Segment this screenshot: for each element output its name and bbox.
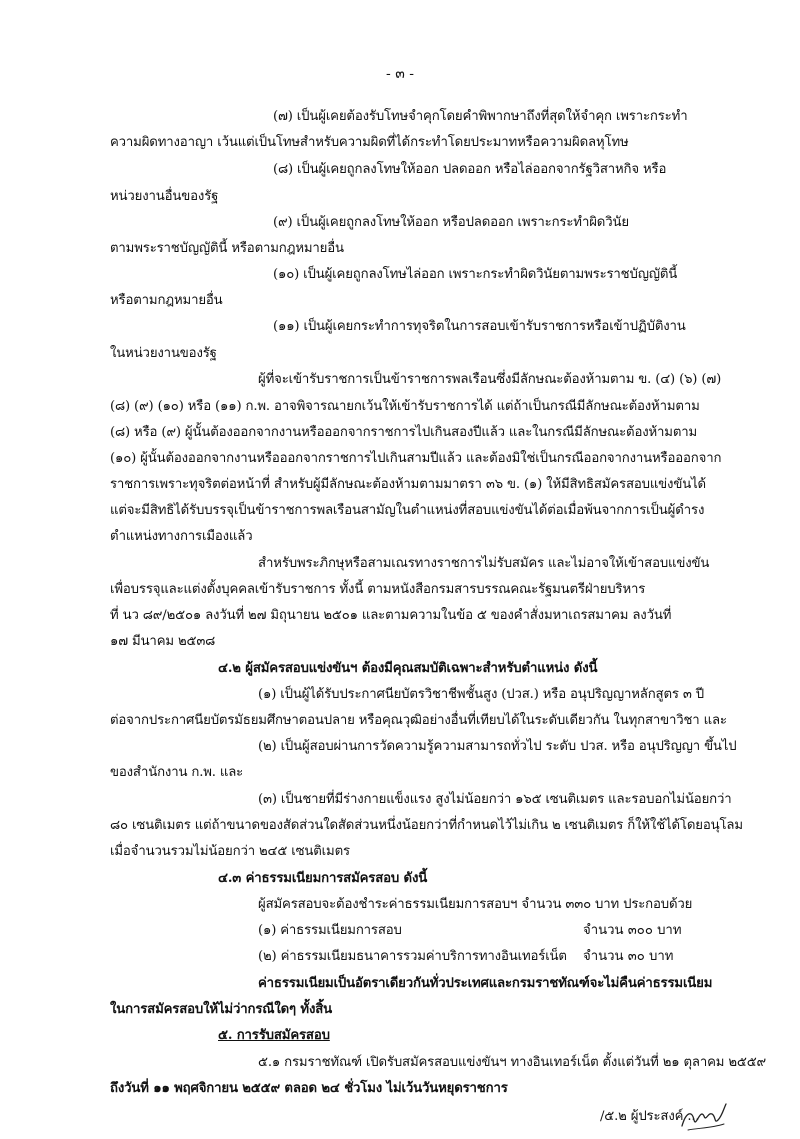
text-line: หรือตามกฎหมายอื่น [110,293,223,308]
text-line: ราชการเพราะทุจริตต่อหน้าที่ สำหรับผู้มีลักษณะต้องห้ามตามมาตรา ๓๖ ข. (๑) ให้มีสิทธิสมัครสอบแข่งขันได้ [110,477,706,492]
text-line: (๘) หรือ (๙) ผู้นั้นต้องออกจากงานหรือออกจากราชการไปเกินสองปีแล้ว และในกรณีมีลักษณะต้องห้ามตาม [110,425,698,440]
text-line: ผู้สมัครสอบจะต้องชำระค่าธรรมเนียมการสอบฯ จำนวน ๓๓๐ บาท ประกอบด้วย [258,897,693,912]
text-line: สำหรับพระภิกษุหรือสามเณรทางราชการไม่รับสมัคร และไม่อาจให้เข้าสอบแข่งขัน [258,556,710,571]
text-line: เพื่อบรรจุและแต่งตั้งบุคคลเข้ารับราชการ ทั้งนี้ ตามหนังสือกรมสารบรรณคณะรัฐมนตรีฝ่ายบริหาร [110,582,646,597]
text-line: ในการสมัครสอบให้ไม่ว่ากรณีใดๆ ทั้งสิ้น [110,1002,333,1017]
text-line: ต่อจากประกาศนียบัตรมัธยมศึกษาตอนปลาย หรือคุณวุฒิอย่างอื่นที่เทียบได้ในระดับเดียวกัน ในทุกสาขาวิชา และ [110,713,727,728]
continuation-note: /๕.๒ ผู้ประสงค์ ... [600,1109,700,1124]
text-line: (๘) (๙) (๑๐) หรือ (๑๑) ก.พ. อาจพิจารณายกเว้นให้เข้ารับราชการได้ แต่ถ้าเป็นกรณีมีลักษณะต้องห้ามตาม [110,399,700,414]
section-heading-4-2: ๔.๒ ผู้สมัครสอบแข่งขันฯ ต้องมีคุณสมบัติเฉพาะสำหรับตำแหน่ง ดังนี้ [218,661,598,676]
text-line: หน่วยงานอื่นของรัฐ [110,189,219,204]
text-line: ของสำนักงาน ก.พ. และ [110,765,244,780]
text-line: (๓) เป็นชายที่มีร่างกายแข็งแรง สูงไม่น้อยกว่า ๑๖๕ เซนติเมตร และรอบอกไม่น้อยกว่า [258,792,732,807]
text-line: ความผิดทางอาญา เว้นแต่เป็นโทษสำหรับความผิดที่ได้กระทำโดยประมาทหรือความผิดลหุโทษ [110,135,629,150]
text-line: (๒) เป็นผู้สอบผ่านการวัดความรู้ความสามารถทั่วไป ระดับ ปวส. หรือ อนุปริญญา ขึ้นไป [258,739,737,754]
text-line: (๑๑) เป็นผู้เคยกระทำการทุจริตในการสอบเข้ารับราชการหรือเข้าปฏิบัติงาน [273,319,686,334]
text-line: ๑๗ มีนาคม ๒๕๓๘ [110,634,216,649]
text-line: ตำแหน่งทางการเมืองแล้ว [110,529,253,544]
text-line: ที่ นว ๘๙/๒๕๐๑ ลงวันที่ ๒๗ มิถุนายน ๒๕๐๑ และตามความในข้อ ๕ ของคำสั่งมหาเถรสมาคม ลงวันที่ [110,608,672,623]
text-line: ๕.๑ กรมราชทัณฑ์ เปิดรับสมัครสอบแข่งขันฯ ทางอินเทอร์เน็ต ตั้งแต่วันที่ ๒๑ ตุลาคม ๒๕๕๙ [258,1055,767,1070]
text-line: ถึงวันที่ ๑๑ พฤศจิกายน ๒๕๕๙ ตลอด ๒๔ ชั่วโมง ไม่เว้นวันหยุดราชการ [110,1081,508,1096]
fee-item-amount: จำนวน ๓๐ บาท [583,949,674,964]
handwritten-initials [678,1098,730,1134]
page-number: - ๓ - [386,66,414,82]
text-line: (๙) เป็นผู้เคยถูกลงโทษให้ออก หรือปลดออก เพราะกระทำผิดวินัย [273,215,629,230]
text-line: (๘) เป็นผู้เคยถูกลงโทษให้ออก ปลดออก หรือไล่ออกจากรัฐวิสาหกิจ หรือ [273,162,667,177]
text-line: (๑) เป็นผู้ได้รับประกาศนียบัตรวิชาชีพชั้นสูง (ปวส.) หรือ อนุปริญญาหลักสูตร ๓ ปี [258,687,704,702]
text-line: (๑๐) เป็นผู้เคยถูกลงโทษไล่ออก เพราะกระทำผิดวินัยตามพระราชบัญญัตินี้ [273,267,678,282]
fee-item-amount: จำนวน ๓๐๐ บาท [583,923,682,938]
fee-item-label: (๑) ค่าธรรมเนียมการสอบ [258,923,402,938]
section-heading-4-3: ๔.๓ ค่าธรรมเนียมการสมัครสอบ ดังนี้ [218,871,428,886]
text-line: แต่จะมีสิทธิได้รับบรรจุเป็นข้าราชการพลเรือนสามัญในตำแหน่งที่สอบแข่งขันได้ต่อเมื่อพ้นจากการเป็นผู้ดำรง [110,503,705,518]
section-heading-5: ๕. การรับสมัครสอบ [218,1028,330,1043]
text-line: ค่าธรรมเนียมเป็นอัตราเดียวกันทั่วประเทศและกรมราชทัณฑ์จะไม่คืนค่าธรรมเนียม [258,976,713,991]
text-line: ตามพระราชบัญญัตินี้ หรือตามกฎหมายอื่น [110,241,344,256]
text-line: เมื่อจำนวนรวมไม่น้อยกว่า ๒๔๕ เซนติเมตร [110,844,350,859]
text-line: ผู้ที่จะเข้ารับราชการเป็นข้าราชการพลเรือนซึ่งมีลักษณะต้องห้ามตาม ข. (๔) (๖) (๗) [258,372,722,387]
text-line: ในหน่วยงานของรัฐ [110,346,217,361]
fee-item-label: (๒) ค่าธรรมเนียมธนาคารรวมค่าบริการทางอินเทอร์เน็ต [258,949,567,964]
text-line: (๗) เป็นผู้เคยต้องรับโทษจำคุกโดยคำพิพากษาถึงที่สุดให้จำคุก เพราะกระทำ [273,109,688,124]
text-line: ๘๐ เซนติเมตร แต่ถ้าขนาดของสัดส่วนใดสัดส่วนหนึ่งน้อยกว่าที่กำหนดไว้ไม่เกิน ๒ เซนติเมตร ก็ให้ใช้ได้โดยอนุโลม [110,818,743,833]
text-line: (๑๐) ผู้นั้นต้องออกจากงานหรือออกจากราชการไปเกินสามปีแล้ว และต้องมิใช่เป็นกรณีออกจากงานหรือออกจาก [110,451,722,466]
